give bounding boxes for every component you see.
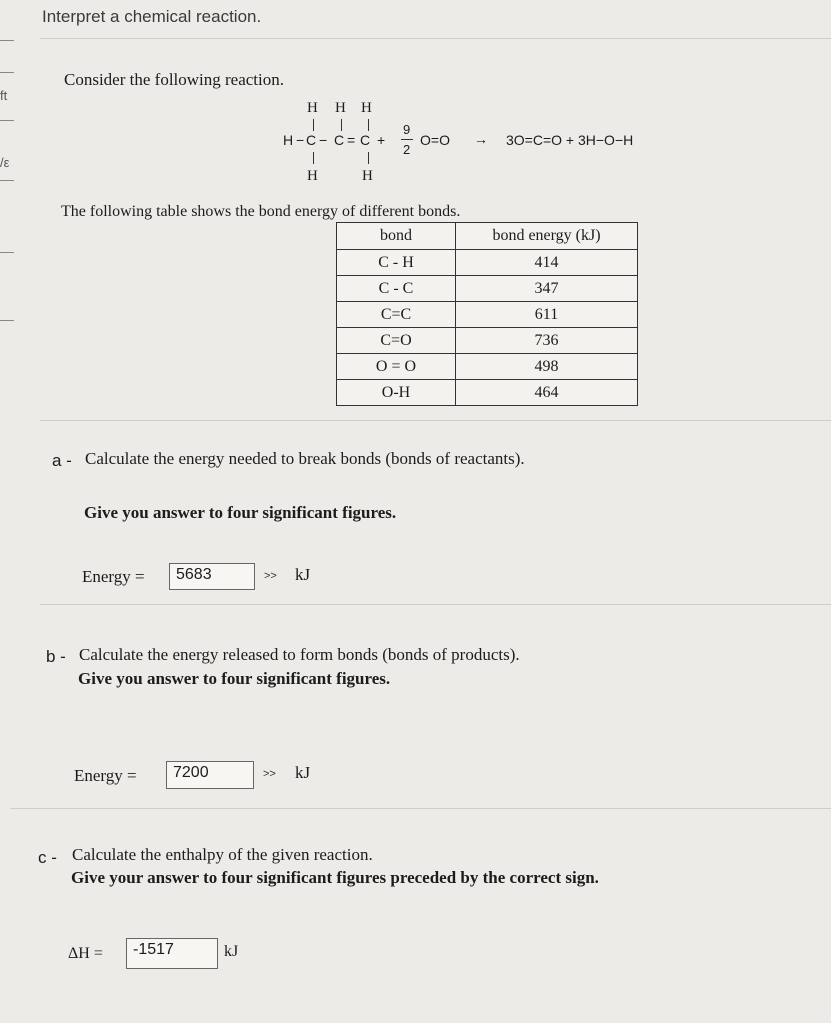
bond-cell: O-H (337, 380, 456, 406)
divider (40, 38, 831, 39)
energy-cell: 498 (456, 354, 638, 380)
bond-cell: O = O (337, 354, 456, 380)
atom-c: C (334, 132, 345, 148)
question-b-text: Calculate the energy released to form bonds (bonds of products). (79, 645, 520, 664)
energy-cell: 736 (456, 328, 638, 354)
column-header-energy: bond energy (kJ) (456, 223, 638, 250)
bond-line (341, 119, 342, 131)
table-row (337, 380, 638, 406)
question-c-label: c - (38, 848, 57, 867)
divider (10, 808, 831, 809)
atom-h: H (307, 100, 318, 116)
question-a-label: a - (52, 451, 72, 470)
table-row (337, 302, 638, 328)
edge-mark (0, 320, 14, 321)
o2-molecule: O=O (420, 132, 450, 148)
answer-c-label: ΔH = (68, 945, 103, 962)
question-a-instruction: Give you answer to four significant figures. (84, 503, 397, 522)
bond-energy-table (336, 222, 638, 406)
edge-mark (0, 180, 14, 181)
fraction-denominator: 2 (403, 142, 411, 157)
intro-text: Consider the following reaction. (64, 70, 285, 89)
bond-cell: C - H (337, 250, 456, 276)
question-c-instruction: Give your answer to four significant figures preceded by the correct sign. (71, 868, 599, 887)
atom-c: C (306, 132, 317, 148)
bond-cell: C=O (337, 328, 456, 354)
answer-b-label: Energy = (74, 766, 137, 785)
energy-cell: 414 (456, 250, 638, 276)
energy-cell: 347 (456, 276, 638, 302)
sidebar-mark-e: /ε (0, 155, 10, 170)
atom-h: H (362, 168, 373, 184)
energy-cell: 611 (456, 302, 638, 328)
bond-line (368, 152, 369, 164)
energy-cell: 464 (456, 380, 638, 406)
answer-c-unit: kJ (224, 943, 239, 960)
table-header-row (337, 223, 638, 250)
sidebar-mark-ft: ft (0, 88, 8, 103)
answer-c-input[interactable]: -1517 (126, 938, 218, 969)
atom-c: C (360, 132, 371, 148)
plus-sign: + (377, 132, 386, 148)
table-row (337, 276, 638, 302)
question-a-text: Calculate the energy needed to break bonds (bonds of reactants). (85, 449, 525, 468)
question-b-label: b - (46, 647, 66, 666)
atom-h: H (361, 100, 372, 116)
bond-single: − (319, 132, 328, 148)
answer-a-input[interactable]: 5683 (169, 563, 255, 590)
atom-h: H (307, 168, 318, 184)
table-intro: The following table shows the bond energy of different bonds. (61, 203, 461, 220)
divider (40, 420, 831, 421)
answer-b-arrow: >> (263, 768, 276, 780)
bond-cell: C - C (337, 276, 456, 302)
table-row (337, 250, 638, 276)
question-c-text: Calculate the enthalpy of the given reaction. (72, 845, 373, 864)
bond-line (313, 119, 314, 131)
fraction-bar (401, 139, 413, 140)
bond-single: − (296, 132, 305, 148)
divider (40, 604, 831, 605)
answer-b-unit: kJ (295, 763, 311, 782)
edge-mark (0, 40, 14, 41)
question-b-instruction: Give you answer to four significant figures. (78, 669, 391, 688)
atom-h: H (283, 132, 294, 148)
bond-line (368, 119, 369, 131)
table-row (337, 354, 638, 380)
column-header-bond: bond (337, 223, 456, 250)
products: 3O=C=O + 3H−O−H (506, 132, 634, 148)
answer-a-label: Energy = (82, 567, 145, 586)
edge-mark (0, 72, 14, 73)
edge-mark (0, 252, 14, 253)
answer-a-unit: kJ (295, 565, 311, 584)
answer-b-input[interactable]: 7200 (166, 761, 254, 789)
reaction-arrow: → (474, 131, 488, 147)
bond-double: = (347, 132, 356, 148)
edge-mark (0, 120, 14, 121)
bond-line (313, 152, 314, 164)
answer-a-arrow: >> (264, 570, 277, 582)
page-title: Interpret a chemical reaction. (42, 7, 262, 26)
fraction-numerator: 9 (403, 122, 411, 137)
bond-cell: C=C (337, 302, 456, 328)
atom-h: H (335, 100, 346, 116)
table-row (337, 328, 638, 354)
